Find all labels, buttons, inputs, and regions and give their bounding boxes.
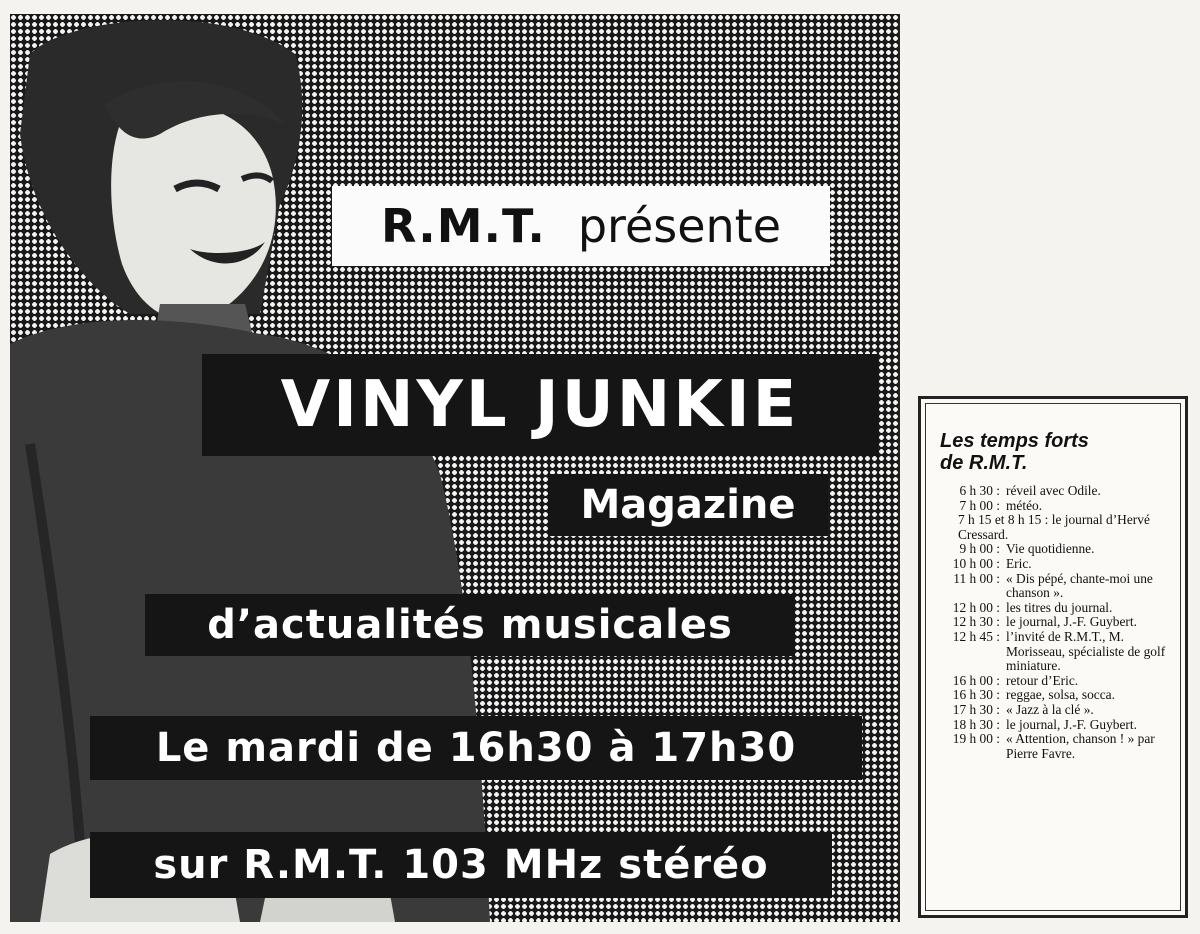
item-time: 12 h 00 : [952,599,1000,615]
list-item [940,732,1170,761]
item-time: 17 h 30 : [952,701,1000,717]
station-name: R.M.T. [380,199,546,253]
item-text: l’invité de R.M.T., M. Morisseau, spécialiste de golf miniature. [1006,628,1166,674]
schedule-label: Le mardi de 16h30 à 17h30 [90,716,862,780]
item-time: 18 h 30 : [952,716,1000,732]
item-text: le journal, J.-F. Guybert. [1006,614,1137,630]
item-text: reggae, solsa, socca. [1006,687,1115,703]
item-time: 16 h 00 : [952,672,1000,688]
list-item [940,615,1170,630]
item-text: « Dis pépé, chante-moi une chanson ». [1006,570,1153,601]
item-time: 9 h 00 : [959,541,1000,557]
programme-title-line2: de R.M.T. [940,452,1028,474]
frequency-label: sur R.M.T. 103 MHz stéréo [90,832,832,898]
item-time: 6 h 30 : [959,483,1000,498]
item-text: le journal, J.-F. Guybert. [1006,716,1137,732]
item-text: les titres du journal. [1006,599,1113,615]
item-text: « Attention, chanson ! » par Pierre Favre. [1006,731,1155,761]
item-text: Eric. [1006,555,1032,571]
list-item [940,484,1170,499]
presente-text: présente [577,199,782,253]
woman-photo [10,14,530,922]
advertisement [10,14,900,922]
item-time: 7 h 00 : [959,497,1000,513]
list-item: 7 h 15 et 8 h 15 : le journal d’Hervé Cressard. [958,512,1150,542]
list-item [940,542,1170,557]
programme-title-line1: Les temps forts [940,430,1089,452]
list-item [940,718,1170,733]
list-item [940,499,1170,514]
item-text: météo. [1006,497,1043,513]
presenter-banner [332,186,830,266]
item-time: 10 h 00 : [952,555,1000,571]
show-title: VINYL JUNKIE [202,354,878,456]
item-time: 12 h 45 : [952,628,1000,644]
list-item [940,601,1170,616]
list-item [940,572,1170,601]
programme-box-inner [925,403,1181,911]
list-item [940,703,1170,718]
programme-list [940,484,1170,761]
programme-title [940,430,1170,474]
list-item [940,688,1170,703]
item-time: 12 h 30 : [952,614,1000,630]
list-item [940,674,1170,689]
programme-box [918,396,1188,918]
list-item [940,630,1170,674]
item-text: réveil avec Odile. [1006,483,1101,498]
genre-label: d’actualités musicales [145,594,795,656]
item-time: 11 h 00 : [953,570,1000,586]
magazine-label: Magazine [548,474,828,536]
item-time: 19 h 00 : [952,731,1000,747]
list-item [940,557,1170,572]
item-time: 16 h 30 : [952,687,1000,703]
item-text: retour d’Eric. [1006,672,1079,688]
item-text: « Jazz à la clé ». [1006,701,1094,717]
item-text: Vie quotidienne. [1006,541,1095,557]
